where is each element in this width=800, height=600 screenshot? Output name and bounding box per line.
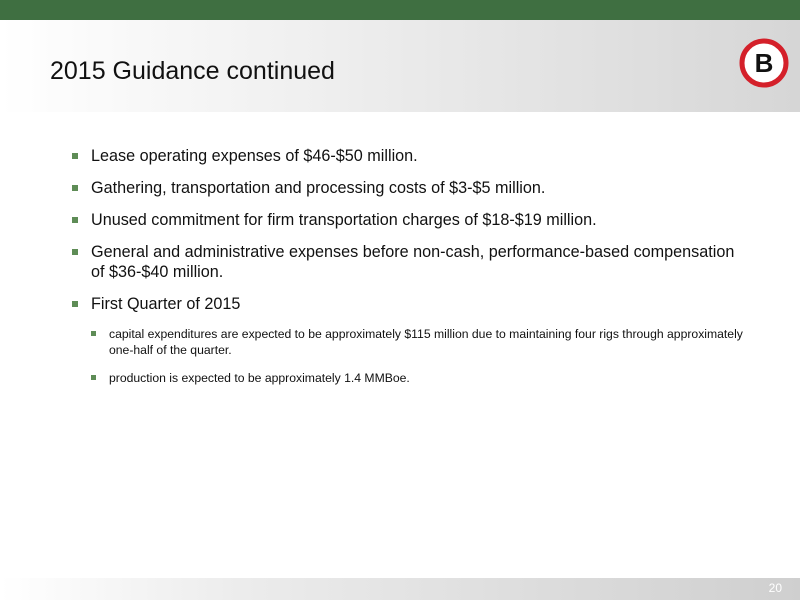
sub-bullet-item [91,370,750,386]
b-logo-icon [739,38,789,88]
sub-bullet-text: capital expenditures are expected to be approximately $115 million due to maintaining four rigs through approximately one-half of the quarter. [109,327,743,357]
bullet-text: Unused commitment for firm transportation charges of $18-$19 million. [91,211,597,229]
slide-title: 2015 Guidance continued [50,57,335,85]
bullet-text: Gathering, transportation and processing costs of $3-$5 million. [91,179,546,197]
bullet-item [70,146,750,166]
footer-band [0,578,800,600]
bullet-item [70,178,750,198]
page-number: 20 [768,581,782,595]
sub-bullet-list [91,326,750,386]
sub-bullet-item [91,326,750,358]
slide-content [70,146,750,398]
bullet-item [70,294,750,386]
bullet-item [70,210,750,230]
bullet-text: Lease operating expenses of $46-$50 million. [91,147,418,165]
top-accent-bar [0,0,800,20]
bullet-text: General and administrative expenses before non-cash, performance-based compensation of $36-$40 million. [91,243,735,281]
sub-bullet-text: production is expected to be approximately 1.4 MMBoe. [109,371,410,385]
bullet-item [70,242,750,282]
bullet-text: First Quarter of 2015 [91,295,241,313]
logo-letter: B [754,48,774,78]
bullet-list [70,146,750,386]
